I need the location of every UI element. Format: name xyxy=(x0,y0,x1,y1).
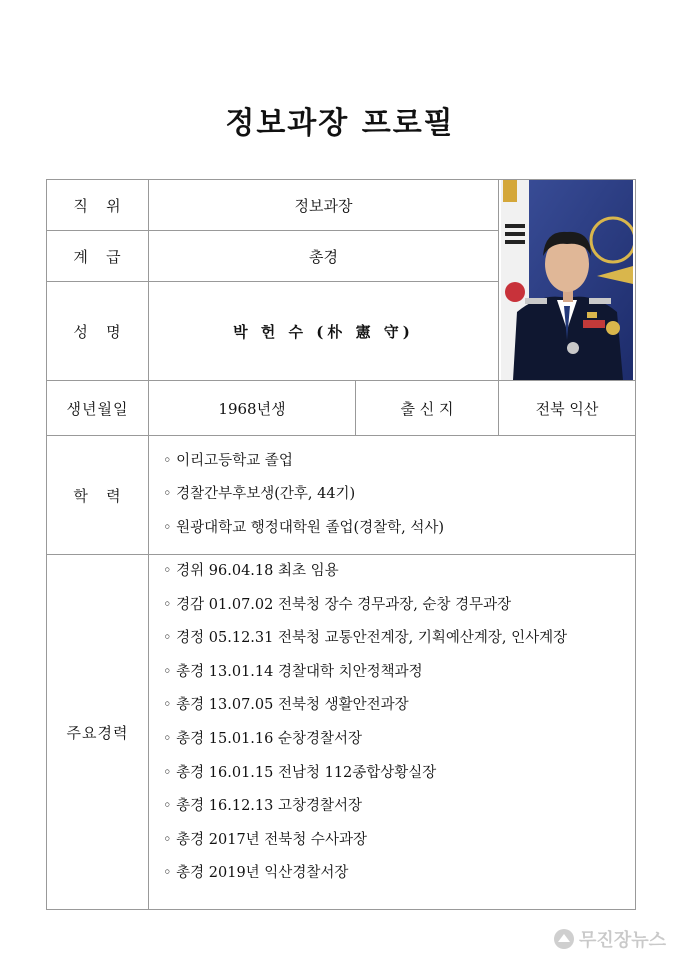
name-value: 박 헌 수 (朴 憲 守) xyxy=(149,282,499,381)
watermark xyxy=(553,926,666,952)
career-item: ◦ 총경 13.01.14 경찰대학 치안정책과정 xyxy=(163,663,423,680)
career-item: ◦ 경정 05.12.31 전북청 교통안전계장, 기획예산계장, 인사계장 xyxy=(163,630,568,647)
career-label: 주요경력 xyxy=(47,555,149,910)
page-title: 정보과장 프로필 xyxy=(225,106,455,141)
career-item: ◦ 경위 96.04.18 최초 임용 xyxy=(163,563,339,579)
career-item: ◦ 총경 15.01.16 순창경찰서장 xyxy=(163,730,363,747)
education-item: ◦ 경찰간부후보생(간후, 44기) xyxy=(163,486,356,503)
education-item: ◦ 원광대학교 행정대학원 졸업(경찰학, 석사) xyxy=(163,519,445,536)
career-item: ◦ 총경 13.07.05 전북청 생활안전과장 xyxy=(163,697,409,714)
profile-table xyxy=(46,179,636,910)
profile-photo xyxy=(501,180,633,380)
birth-label: 생년월일 xyxy=(47,381,149,436)
watermark-logo-icon xyxy=(553,928,575,950)
education-list xyxy=(149,436,636,555)
career-list xyxy=(149,555,636,910)
rank-value: 총경 xyxy=(149,231,499,282)
position-label: 직 위 xyxy=(47,180,149,231)
name-label: 성 명 xyxy=(47,282,149,381)
career-item: ◦ 총경 2017년 전북청 수사과장 xyxy=(163,831,367,848)
origin-label: 출 신 지 xyxy=(356,381,499,436)
rank-label: 계 급 xyxy=(47,231,149,282)
birth-value: 1968년생 xyxy=(149,381,356,436)
career-item: ◦ 총경 16.12.13 고창경찰서장 xyxy=(163,798,363,815)
education-item: ◦ 이리고등학교 졸업 xyxy=(163,452,293,469)
origin-value: 전북 익산 xyxy=(499,381,636,436)
career-item: ◦ 총경 16.01.15 전남청 112종합상황실장 xyxy=(163,764,437,781)
career-item: ◦ 경감 01.07.02 전북청 장수 경무과장, 순창 경무과장 xyxy=(163,596,512,613)
watermark-text: 무진장뉴스 xyxy=(579,930,666,951)
profile-photo-cell xyxy=(499,180,636,381)
career-item: ◦ 총경 2019년 익산경찰서장 xyxy=(163,865,349,882)
education-label: 학 력 xyxy=(47,436,149,555)
position-value: 정보과장 xyxy=(149,180,499,231)
